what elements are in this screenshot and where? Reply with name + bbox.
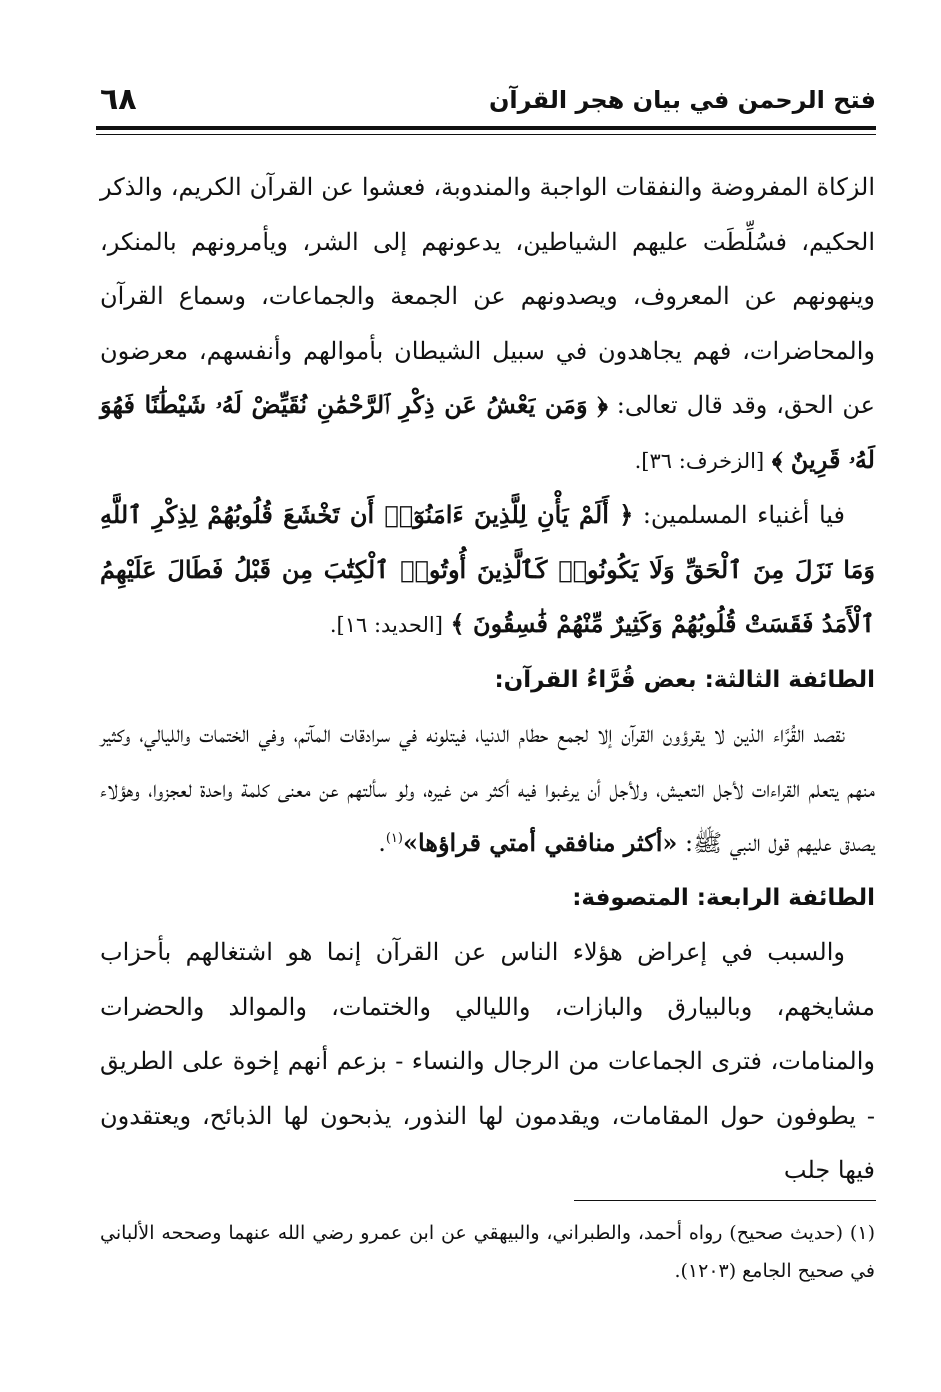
paragraph-1 xyxy=(100,160,875,488)
running-header xyxy=(96,82,876,122)
footnotes xyxy=(100,1214,875,1290)
paragraph-2 xyxy=(100,488,875,653)
header-rule-thick xyxy=(96,126,876,130)
paragraph-3-end: . xyxy=(378,829,386,857)
header-rule-thin xyxy=(96,134,876,135)
running-title: فتح الرحمن في بيان هجر القرآن xyxy=(488,86,876,114)
footnote-marker[interactable]: (١) xyxy=(385,831,403,846)
verse-reference-zukhruf: [الزخرف: ٣٦]. xyxy=(634,448,765,473)
paragraph-3-text: نقصد القُرَّاء الذين لا يقرؤون القرآن إلا لجمع حطام الدنيا، فيتلونه في سرادقات المآتم، وفي الختمات والليالي، وكثير منهم يتعلم القراءات لأجل التعيش، ولأجل أن يرغبوا فيه أكثر من غيره، ولو سألتهم عن معنى كلمة واحدة لعجزوا، وهؤلاء يصدق عليهم قول النبي ﷺ: xyxy=(100,720,876,857)
hadith-quote: «أكثر منافقي أمتي قراؤها» xyxy=(402,828,678,857)
verse-reference-hadid: [الحديد: ١٦]. xyxy=(329,613,443,637)
section-heading-fourth-group: الطائفة الرابعة: المتصوفة: xyxy=(572,884,875,911)
footnote-1: (١) (حديث صحيح) رواه أحمد، والطبراني، والبيهقي عن ابن عمرو رضي الله عنهما وصححه الألباني في صحيح الجامع (١٢٠٣). xyxy=(100,1222,875,1282)
footnote-separator xyxy=(574,1200,876,1201)
paragraph-2-lead: فيا أغنياء المسلمين: xyxy=(642,501,845,529)
quran-verse-zukhruf: ﴿ وَمَن يَعْشُ عَن ذِكْرِ ٱلرَّحْمَٰنِ نُقَيِّضْ لَهُۥ شَيْطَٰنًا فَهُوَ لَهُۥ قَرِينٌ ﴾ xyxy=(100,390,875,474)
paragraph-1-text: الزكاة المفروضة والنفقات الواجبة والمندوبة، فعشوا عن القرآن الكريم، والذكر الحكيم، فسُلِّطَت عليهم الشياطين، يدعونهم إلى الشر، ويأمرونهم بالمنكر، وينهونهم عن المعروف، ويصدونهم عن الجمعة والجماعات، وسماع القرآن والمحاضرات، فهم يجاهدون في سبيل الشيطان بأموالهم وأنفسهم، معرضون عن الحق، وقد قال تعالى: xyxy=(100,173,875,419)
page-number: ٦٨ xyxy=(100,82,137,117)
quran-verse-hadid: ﴿ أَلَمْ يَأْنِ لِلَّذِينَ ءَامَنُوٓا۟ أَن تَخْشَعَ قُلُوبُهُمْ لِذِكْرِ ٱللَّهِ وَمَا نَزَلَ مِنَ ٱلْحَقِّ وَلَا يَكُونُوا۟ كَٱلَّذِينَ أُوتُوا۟ ٱلْكِتَٰبَ مِن قَبْلُ فَطَالَ عَلَيْهِمُ ٱلْأَمَدُ فَقَسَتْ قُلُوبُهُمْ وَكَثِيرٌ مِّنْهُمْ فَٰسِقُونَ ﴾ xyxy=(100,500,875,638)
paragraph-4: والسبب في إعراض هؤلاء الناس عن القرآن إنما هو اشتغالهم بأحزاب مشايخهم، وبالبيارق والبازات، والليالي والختمات، والموالد والحضرات والمنامات، فترى الجماعات من الرجال والنساء - بزعم أنهم إخوة على الطريق - يطوفون حول المقامات، ويقدمون لها النذور، يذبحون لها الذبائح، ويعتقدون فيها جلب xyxy=(100,938,875,1184)
main-text xyxy=(100,160,875,1198)
section-heading-third-group: الطائفة الثالثة: بعض قُرَّاءُ القرآن: xyxy=(494,666,875,693)
paragraph-3 xyxy=(100,707,875,871)
